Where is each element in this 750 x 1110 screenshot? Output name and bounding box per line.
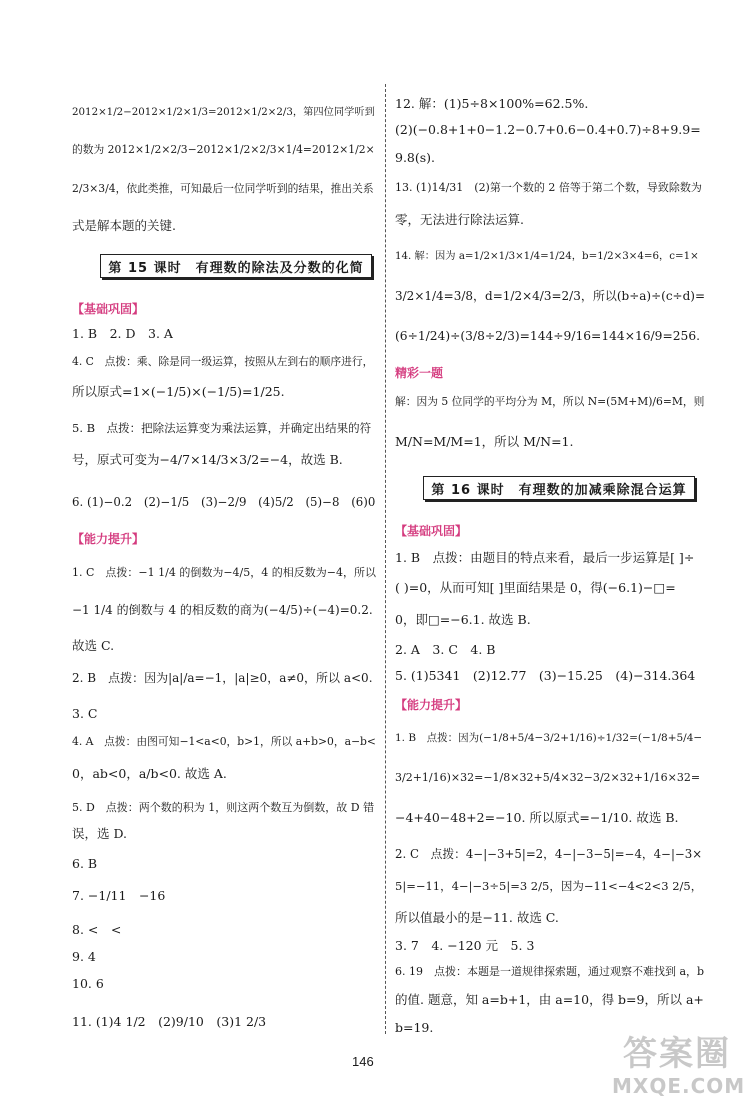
- answer-line: 解：因为 5 位同学的平均分为 M，所以 N=(5M+M)/6=M，则: [395, 395, 705, 408]
- answer-line: M/N=M/M=1，所以 M/N=1.: [395, 434, 574, 449]
- answer-line: 2. A 3. C 4. B: [395, 642, 496, 657]
- lesson-15-title: 第 15 课时 有理数的除法及分数的化简: [100, 254, 372, 278]
- answer-line: 的值. 题意，知 a=b+1，由 a=10，得 b=9，所以 a+: [395, 992, 704, 1007]
- answer-line: 零，无法进行除法运算.: [395, 212, 524, 227]
- basic-section-label: 【基础巩固】: [72, 302, 145, 316]
- answer-line: ( )=0，从而可知[ ]里面结果是 0，得(−6.1)−□=: [395, 580, 676, 595]
- answer-line: 5. B 点拨：把除法运算变为乘法运算，并确定出结果的符: [72, 421, 372, 435]
- answer-line: 5. (1)5341 (2)12.77 (3)−15.25 (4)−314.364: [395, 668, 696, 683]
- answer-line: 号，原式可变为−4/7×14/3×3/2=−4，故选 B.: [72, 452, 343, 467]
- text-line: 的数为 2012×1/2×2/3−2012×1/2×2/3×1/4=2012×1/2×: [72, 143, 375, 156]
- answer-line: 0，ab<0，a/b<0. 故选 A.: [72, 766, 227, 781]
- ability-section-label: 【能力提升】: [395, 698, 468, 712]
- answer-line: 3/2+1/16)×32=−1/8×32+5/4×32−3/2×32+1/16×32=: [395, 771, 701, 784]
- page-number: 146: [352, 1054, 374, 1069]
- answer-line: 5. D 点拨：两个数的积为 1，则这两个数互为倒数，故 D 错: [72, 801, 375, 814]
- answer-line: 11. (1)4 1/2 (2)9/10 (3)1 2/3: [72, 1014, 267, 1029]
- answer-line: 2. B 点拨：因为|a|/a=−1，|a|≥0，a≠0，所以 a<0.: [72, 671, 373, 685]
- answer-line: 9.8(s).: [395, 150, 436, 165]
- answer-line: 2. C 点拨：4−|−3+5|=2，4−|−3−5|=−4，4−|−3×: [395, 847, 703, 861]
- answer-line: 故选 C.: [72, 638, 115, 653]
- watermark-logo: [612, 1034, 746, 1106]
- answer-line: 3. 7 4. −120 元 5. 3: [395, 938, 535, 953]
- lesson-16-title: 第 16 课时 有理数的加减乘除混合运算: [423, 476, 695, 500]
- answer-line: 1. C 点拨：−1 1/4 的倒数为−4/5，4 的相反数为−4，所以: [72, 566, 376, 579]
- answer-line: −4+40−48+2=−10. 所以原式=−1/10. 故选 B.: [395, 810, 679, 825]
- watermark-bottom-text: MXQE.COM: [612, 1074, 746, 1098]
- answer-line: −1 1/4 的倒数与 4 的相反数的商为(−4/5)÷(−4)=0.2.: [72, 603, 373, 617]
- watermark-top-text: 答案圈: [623, 1034, 731, 1074]
- answer-line: 6. B: [72, 856, 98, 871]
- answer-line: 所以值最小的是−11. 故选 C.: [395, 910, 559, 925]
- text-line: 2/3×3/4，依此类推，可知最后一位同学听到的结果，推出关系: [72, 182, 374, 195]
- answer-line: 8. < <: [72, 922, 122, 937]
- answer-line: 6. (1)−0.2 (2)−1/5 (3)−2/9 (4)5/2 (5)−8 (6)0: [72, 495, 376, 509]
- answer-line: 3. C: [72, 706, 98, 721]
- ability-section-label: 【能力提升】: [72, 532, 145, 546]
- answer-line: 9. 4: [72, 949, 96, 964]
- answer-line: 1. B 2. D 3. A: [72, 326, 173, 341]
- answer-line: 0，即□=−6.1. 故选 B.: [395, 612, 531, 627]
- column-divider: [385, 84, 386, 1034]
- answer-line: 10. 6: [72, 976, 104, 991]
- answer-line: 误，选 D.: [72, 826, 128, 841]
- answer-line: b=19.: [395, 1020, 434, 1035]
- answer-line: (6÷1/24)÷(3/8÷2/3)=144÷9/16=144×16/9=256.: [395, 329, 701, 343]
- answer-line: 6. 19 点拨：本题是一道规律探索题，通过观察不难找到 a，b: [395, 965, 705, 978]
- extra-section-label: 精彩一题: [395, 366, 444, 380]
- basic-section-label: 【基础巩固】: [395, 524, 468, 538]
- answer-line: 3/2×1/4=3/8，d=1/2×4/3=2/3，所以(b÷a)÷(c÷d)=: [395, 289, 706, 303]
- answer-line: (2)(−0.8+1+0−1.2−0.7+0.6−0.4+0.7)÷8+9.9=: [395, 122, 701, 137]
- answer-line: 4. C 点拨：乘、除是同一级运算，按照从左到右的顺序进行，: [72, 355, 374, 368]
- answer-line: 12. 解：(1)5÷8×100%=62.5%.: [395, 96, 589, 111]
- answer-line: 13. (1)14/31 (2)第一个数的 2 倍等于第二个数，导致除数为: [395, 181, 702, 194]
- text-line: 2012×1/2−2012×1/2×1/3=2012×1/2×2/3，第四位同学听到: [72, 106, 375, 118]
- answer-line: 所以原式=1×(−1/5)×(−1/5)=1/25.: [72, 384, 285, 399]
- answer-line: 5|=−11，4−|−3÷5|=3 2/5，因为−11<−4<2<3 2/5，: [395, 879, 703, 893]
- answer-line: 14. 解：因为 a=1/2×1/3×1/4=1/24，b=1/2×3×4=6，c=1×: [395, 250, 699, 262]
- answer-line: 7. −1/11 −16: [72, 888, 166, 903]
- answer-line: 1. B 点拨：由题目的特点来看，最后一步运算是[ ]÷: [395, 550, 695, 565]
- answer-line: 4. A 点拨：由图可知−1<a<0，b>1，所以 a+b>0，a−b<: [72, 735, 376, 748]
- answer-line: 1. B 点拨：因为(−1/8+5/4−3/2+1/16)÷1/32=(−1/8+5/4−: [395, 732, 703, 744]
- text-line: 式是解本题的关键.: [72, 218, 176, 233]
